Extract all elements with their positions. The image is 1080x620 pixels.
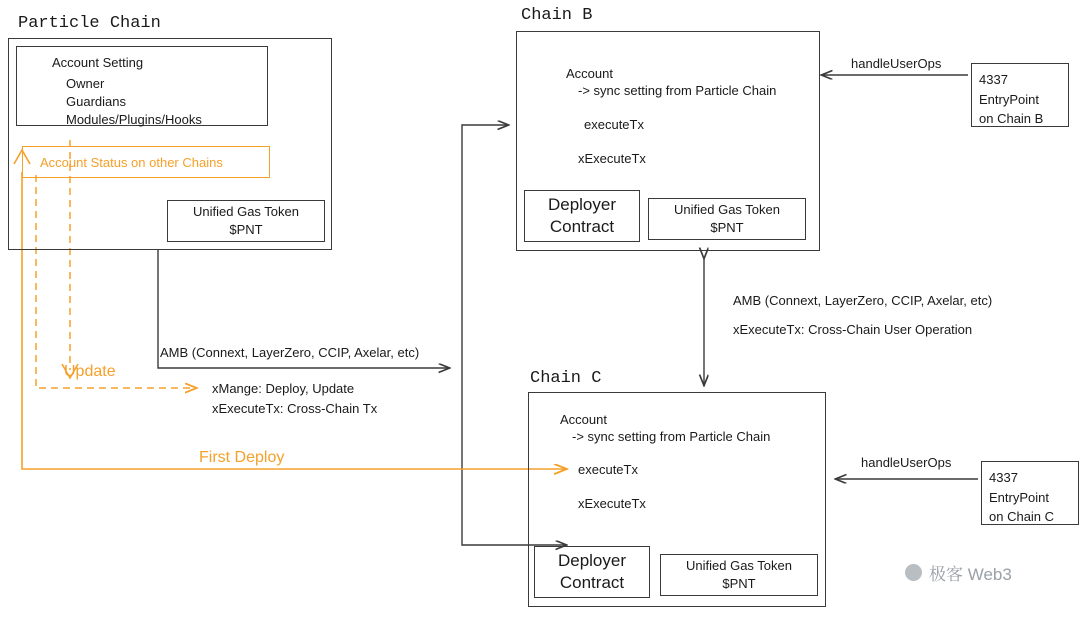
- chain-c-gas-token-line1: Unified Gas Token: [686, 558, 792, 574]
- particle-gas-token-line2: $PNT: [229, 222, 263, 237]
- title-particle-chain: Particle Chain: [18, 14, 161, 33]
- title-chain-b: Chain B: [521, 6, 593, 25]
- chain-b-execute-tx-label: executeTx: [584, 117, 644, 132]
- edge-label-xmange: xMange: Deploy, Update: [212, 381, 355, 396]
- chain-b-entrypoint-text: [979, 70, 1043, 129]
- chain-b-account-label: Account: [566, 66, 613, 81]
- title-chain-c: Chain C: [530, 369, 602, 388]
- chain-c-entrypoint-line2: EntryPoint: [989, 489, 1049, 505]
- chain-c-handle-user-ops-label: handleUserOps: [861, 455, 952, 470]
- edge-label-amb-left: AMB (Connext, LayerZero, CCIP, Axelar, etc): [160, 345, 420, 360]
- chain-b-entrypoint-line1: 4337: [979, 72, 1008, 87]
- account-setting-item-owner: Owner: [66, 76, 105, 91]
- chain-b-gas-token-line2: $PNT: [710, 220, 744, 235]
- edge-label-xexecutetx-cross: xExecuteTx: Cross-Chain Tx: [212, 401, 378, 416]
- chain-b-deployer-line2: Contract: [549, 217, 615, 236]
- chain-c-entrypoint-text: [989, 468, 1054, 527]
- chain-b-entrypoint-line2: EntryPoint: [979, 91, 1039, 107]
- account-setting-heading: Account Setting: [52, 55, 144, 70]
- chain-b-gas-token-text: [648, 198, 806, 240]
- chain-b-gas-token-line1: Unified Gas Token: [674, 202, 780, 218]
- edge-label-update: Update: [64, 363, 116, 380]
- chain-c-account-label: Account: [560, 412, 607, 427]
- account-setting-item-guardians: Guardians: [66, 94, 126, 109]
- chain-b-entrypoint-line3: on Chain B: [979, 111, 1044, 126]
- chain-c-sync-label: -> sync setting from Particle Chain: [572, 429, 771, 444]
- watermark-logo-icon: [905, 564, 922, 581]
- chain-b-handle-user-ops-label: handleUserOps: [851, 56, 942, 71]
- chain-b-deployer-line1: Deployer: [547, 194, 617, 214]
- watermark-text: 极客 Web3: [929, 565, 1012, 584]
- chain-c-deployer-text: [534, 546, 650, 598]
- chain-c-deployer-line1: Deployer: [557, 550, 627, 570]
- particle-gas-token-line1: Unified Gas Token: [193, 204, 299, 220]
- chain-c-entrypoint-line1: 4337: [989, 470, 1018, 485]
- chain-c-entrypoint-line3: on Chain C: [989, 509, 1055, 524]
- chain-b-sync-label: -> sync setting from Particle Chain: [578, 83, 777, 98]
- chain-c-execute-tx-label: executeTx: [578, 462, 638, 477]
- particle-gas-token-text: [167, 200, 325, 242]
- edge-label-xexecutetx-right: xExecuteTx: Cross-Chain User Operation: [733, 322, 973, 337]
- account-setting-item-modules: Modules/Plugins/Hooks: [66, 112, 202, 127]
- chain-c-xexecute-tx-label: xExecuteTx: [578, 496, 646, 511]
- chain-c-gas-token-line2: $PNT: [722, 576, 756, 591]
- chain-c-deployer-line2: Contract: [559, 573, 625, 592]
- edge-label-amb-right: AMB (Connext, LayerZero, CCIP, Axelar, etc): [733, 293, 993, 308]
- account-status-label: Account Status on other Chains: [40, 155, 223, 170]
- edge-label-first-deploy: First Deploy: [199, 449, 285, 466]
- chain-c-gas-token-text: [660, 554, 818, 596]
- watermark: [905, 560, 1012, 585]
- chain-b-xexecute-tx-label: xExecuteTx: [578, 151, 646, 166]
- chain-b-deployer-text: [524, 190, 640, 242]
